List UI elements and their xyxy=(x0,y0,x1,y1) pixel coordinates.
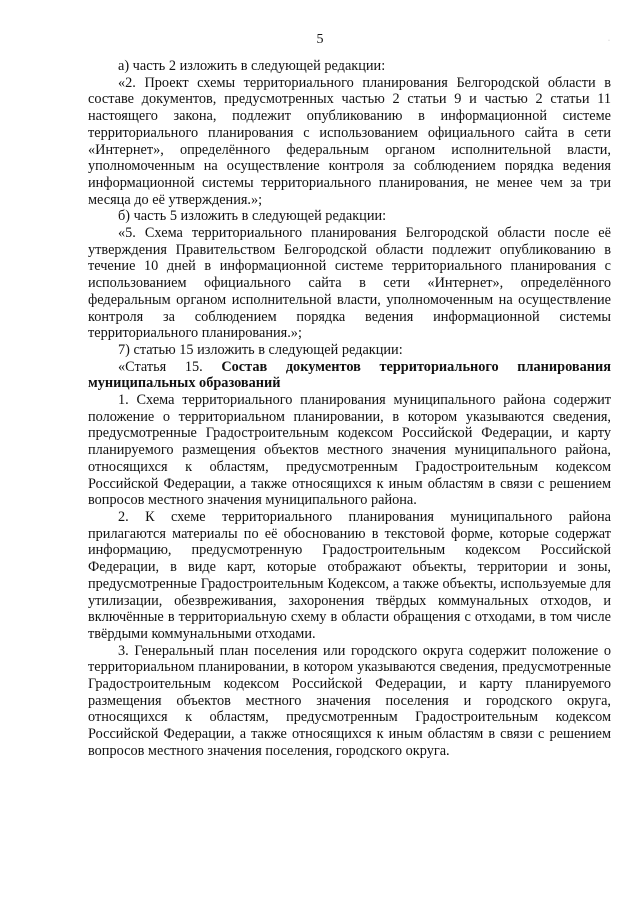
article-heading xyxy=(88,359,611,392)
article-item-1: 1. Схема территориального планирования муниципального района содержит положение о территориальном планировании, в котором указываются сведения, предусмотренные Градостроительным кодексом Российской Федерации, и карту планируемого размещения объектов местного значения муниципального района, относящихся к областям, предусмотренным Градостроительным кодексом Российской Федерации, а также относящихся к иным областям в связи с решением вопросов местного значения муниципального района. xyxy=(88,392,611,509)
article-prefix: «Статья 15. xyxy=(118,358,222,375)
article-title: Состав документов территориального планирования муниципальных образований xyxy=(88,358,611,392)
paragraph-part-2-text: «2. Проект схемы территориального планирования Белгородской области в составе документов, предусмотренных частью 2 статьи 9 и частью 2 статьи 11 настоящего закона, подлежит опубликованию в информационной системе территориального планирования с использованием официального сайта в сети «Интернет», определённого федеральным органом исполнительной власти, уполномоченным на осуществление контроля за соблюдением порядка ведения информационной системы территориального планирования, не менее чем за три месяца до её утверждения.»; xyxy=(88,74,611,208)
paragraph-amend-part-5: б) часть 5 изложить в следующей редакции: xyxy=(118,208,387,225)
scan-mark: · xyxy=(608,38,610,44)
paragraph-part-5-text: «5. Схема территориального планирования Белгородской области после её утверждения Правительством Белгородской области подлежит опубликованию в течение 10 дней в информационной системе территориального планирования с использованием официального сайта в сети «Интернет», определённого федеральным органом исполнительной власти, уполномоченным на осуществление контроля за соблюдением порядка ведения информационной системы территориального планирования.»; xyxy=(88,225,611,342)
paragraph-amend-part-2: а) часть 2 изложить в следующей редакции: xyxy=(118,58,386,74)
article-item-2: 2. К схеме территориального планирования муниципального района прилагаются материалы по её обоснованию в текстовой форме, которые содержат информацию, предусмотренную Градостроительным кодексом Российской Федерации, в виде карт, которые отображают объекты, территории и зоны, предусмотренные Градостроительным Кодексом, а также объекты, используемые для утилизации, обезвреживания, захоронения твёрдых коммунальных отходов, и включённые в территориальную схему в области обращения с отходами, в том числе твёрдыми коммунальными отходами. xyxy=(88,508,611,642)
article-item-3: 3. Генеральный план поселения или городского округа содержит положение о территориальном планировании, в котором указываются сведения, предусмотренные Градостроительным кодексом Российской Федерации, и карту планируемого размещения объектов местного значения поселения и городского округа, относящихся к областям, предусмотренным Градостроительным кодексом Российской Федерации, а также относящихся к иным областям в связи с решением вопросов местного значения поселения, городского округа. xyxy=(88,642,611,759)
paragraph-amend-article-15: 7) статью 15 изложить в следующей редакции: xyxy=(118,341,403,358)
page-number: 5 xyxy=(316,32,324,47)
document-body xyxy=(88,58,611,760)
